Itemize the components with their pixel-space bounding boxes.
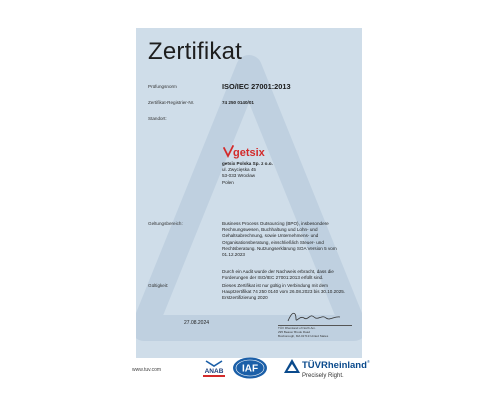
location-label: Standort:	[148, 116, 167, 121]
certificate-title: Zertifikat	[148, 38, 243, 65]
validity-text	[222, 283, 345, 302]
certificate-sheet	[136, 28, 362, 358]
issuer-line: 295 Beaver Brook Road	[278, 329, 311, 334]
issuer-line: TÜV Rheinland of North Am.	[278, 326, 316, 330]
scope-line: Organisationsberatung, einschließlich Steuer- und	[222, 239, 324, 245]
scope-line: Gehaltsabrechnung, sowie Unternehmens- und	[222, 233, 319, 239]
address-line: ul. Zwycięska 45	[222, 167, 256, 173]
scope-line: 01.12.2023	[222, 252, 245, 258]
getsix-logo-text: getsix	[233, 147, 265, 159]
company-name: getsix Polska Sp. z o.o.	[222, 161, 273, 166]
scope-text	[222, 221, 337, 258]
scope-line: Business Process Outsourcing (BPO), insbesondere	[222, 221, 329, 226]
scope-line: Rechtsberatung. Nutzungserklärung SOA Version 5 vom	[222, 245, 337, 251]
scope-label: Geltungsbereich:	[148, 221, 183, 226]
validity-line: Hauptzertifikat 74 250 0140 vom 26.08.2023 bis 30.10.2025.	[222, 289, 346, 295]
issuer-address	[278, 327, 328, 338]
issuer-line: Boxborough, MA 01719 United States	[278, 333, 329, 338]
getsix-logo	[222, 145, 282, 159]
validity-label: Gültigkeit:	[148, 283, 169, 288]
address-line: 53-033 Wrocław	[222, 173, 256, 179]
signature	[284, 309, 344, 325]
company-address-block	[222, 161, 273, 186]
register-value: 74 250 0140/01	[222, 100, 254, 105]
issue-date: 27.08.2024	[184, 320, 210, 326]
validity-line: Erstzertifizierung 2020	[222, 295, 268, 301]
iaf-logo	[232, 357, 268, 379]
anab-logo-text: ANAB	[204, 368, 224, 375]
validity-line: Dieses Zertifikat ist nur gültig in Verbindung mit dem	[222, 283, 328, 288]
address-line: Polen	[222, 179, 234, 185]
tuv-name: TÜVRheinland	[302, 360, 367, 371]
footer-url: www.tuv.com	[132, 367, 162, 373]
standard-label: Prüfungsnorm	[148, 84, 177, 89]
audit-line: Forderungen der ISO/IEC 27001:2013 erfüllt sind.	[222, 275, 324, 281]
tuv-tagline: Precisely Right.	[302, 373, 344, 379]
audit-statement	[222, 269, 334, 281]
standard-value: ISO/IEC 27001:2013	[222, 82, 291, 91]
register-label: Zertifikat-Registrier-Nr.	[148, 100, 195, 105]
anab-logo	[200, 357, 228, 379]
scope-line: Rechnungswesen, Buchhaltung und Lohn- und	[222, 227, 318, 233]
tuv-rheinland-logo	[283, 357, 371, 381]
tuv-registered: ®	[367, 359, 370, 364]
audit-line: Durch ein Audit wurde der Nachweis erbracht, dass die	[222, 269, 334, 274]
iaf-logo-text: IAF	[241, 363, 259, 375]
